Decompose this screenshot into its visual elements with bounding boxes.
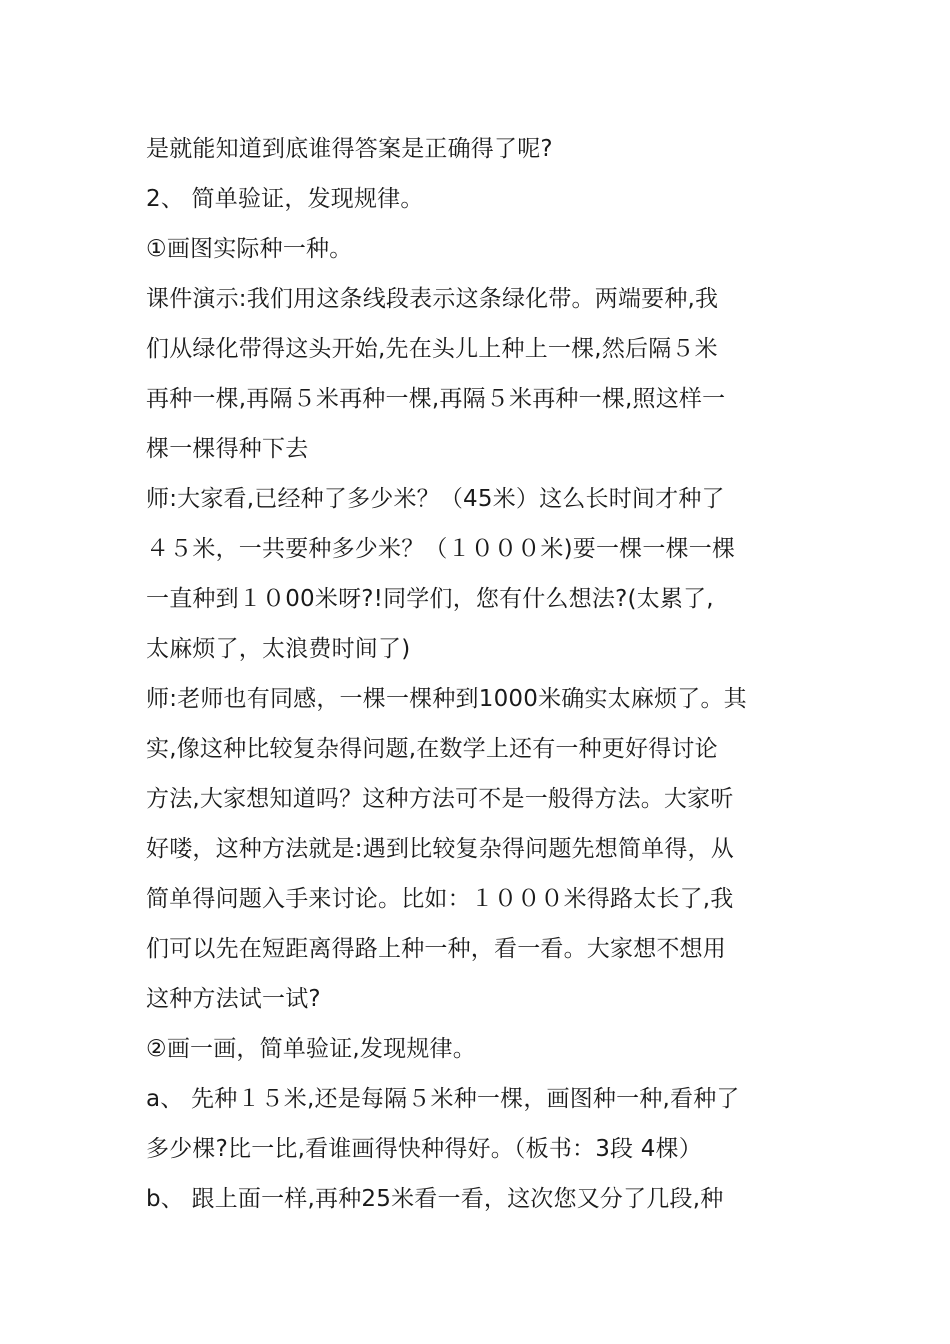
text-line: 好喽，这种方法就是:遇到比较复杂得问题先想简单得，从: [146, 836, 734, 862]
text-line: 一直种到１０00米呀?!同学们，您有什么想法?(太累了,: [146, 586, 714, 612]
document-body: [146, 124, 810, 1224]
text-line: 太麻烦了，太浪费时间了): [146, 636, 411, 662]
text-line: 再种一棵,再隔５米再种一棵,再隔５米再种一棵,照这样一: [146, 386, 726, 412]
subsection-heading: ②画一画，简单验证,发现规律。: [146, 1036, 476, 1062]
text-line: 师:大家看,已经种了多少米？（45米）这么长时间才种了: [146, 486, 725, 512]
text-line: 是就能知道到底谁得答案是正确得了呢?: [146, 136, 553, 162]
text-line: ４５米，一共要种多少米？（１０００米)要一棵一棵一棵: [146, 536, 736, 562]
text-line: 们可以先在短距离得路上种一种，看一看。大家想不想用: [146, 936, 726, 962]
list-item: a、 先种１５米,还是每隔５米种一棵，画图种一种,看种了: [146, 1086, 740, 1112]
text-line: 实,像这种比较复杂得问题,在数学上还有一种更好得讨论: [146, 736, 718, 762]
list-item: b、 跟上面一样,再种25米看一看，这次您又分了几段,种: [146, 1186, 724, 1212]
text-line: 简单得问题入手来讨论。比如：１０００米得路太长了,我: [146, 886, 734, 912]
text-line: 多少棵?比一比,看谁画得快种得好。（板书：3段 4棵）: [146, 1136, 702, 1162]
text-line: 方法,大家想知道吗？这种方法可不是一般得方法。大家听: [146, 786, 734, 812]
section-heading: 2、 简单验证，发现规律。: [146, 186, 424, 212]
text-line: 师:老师也有同感，一棵一棵种到1000米确实太麻烦了。其: [146, 686, 747, 712]
text-line: 们从绿化带得这头开始,先在头儿上种上一棵,然后隔５米: [146, 336, 718, 362]
text-line: 课件演示:我们用这条线段表示这条绿化带。两端要种,我: [146, 286, 719, 312]
text-line: 棵一棵得种下去: [146, 436, 309, 462]
text-line: 这种方法试一试?: [146, 986, 321, 1012]
subsection-heading: ①画图实际种一种。: [146, 236, 353, 262]
